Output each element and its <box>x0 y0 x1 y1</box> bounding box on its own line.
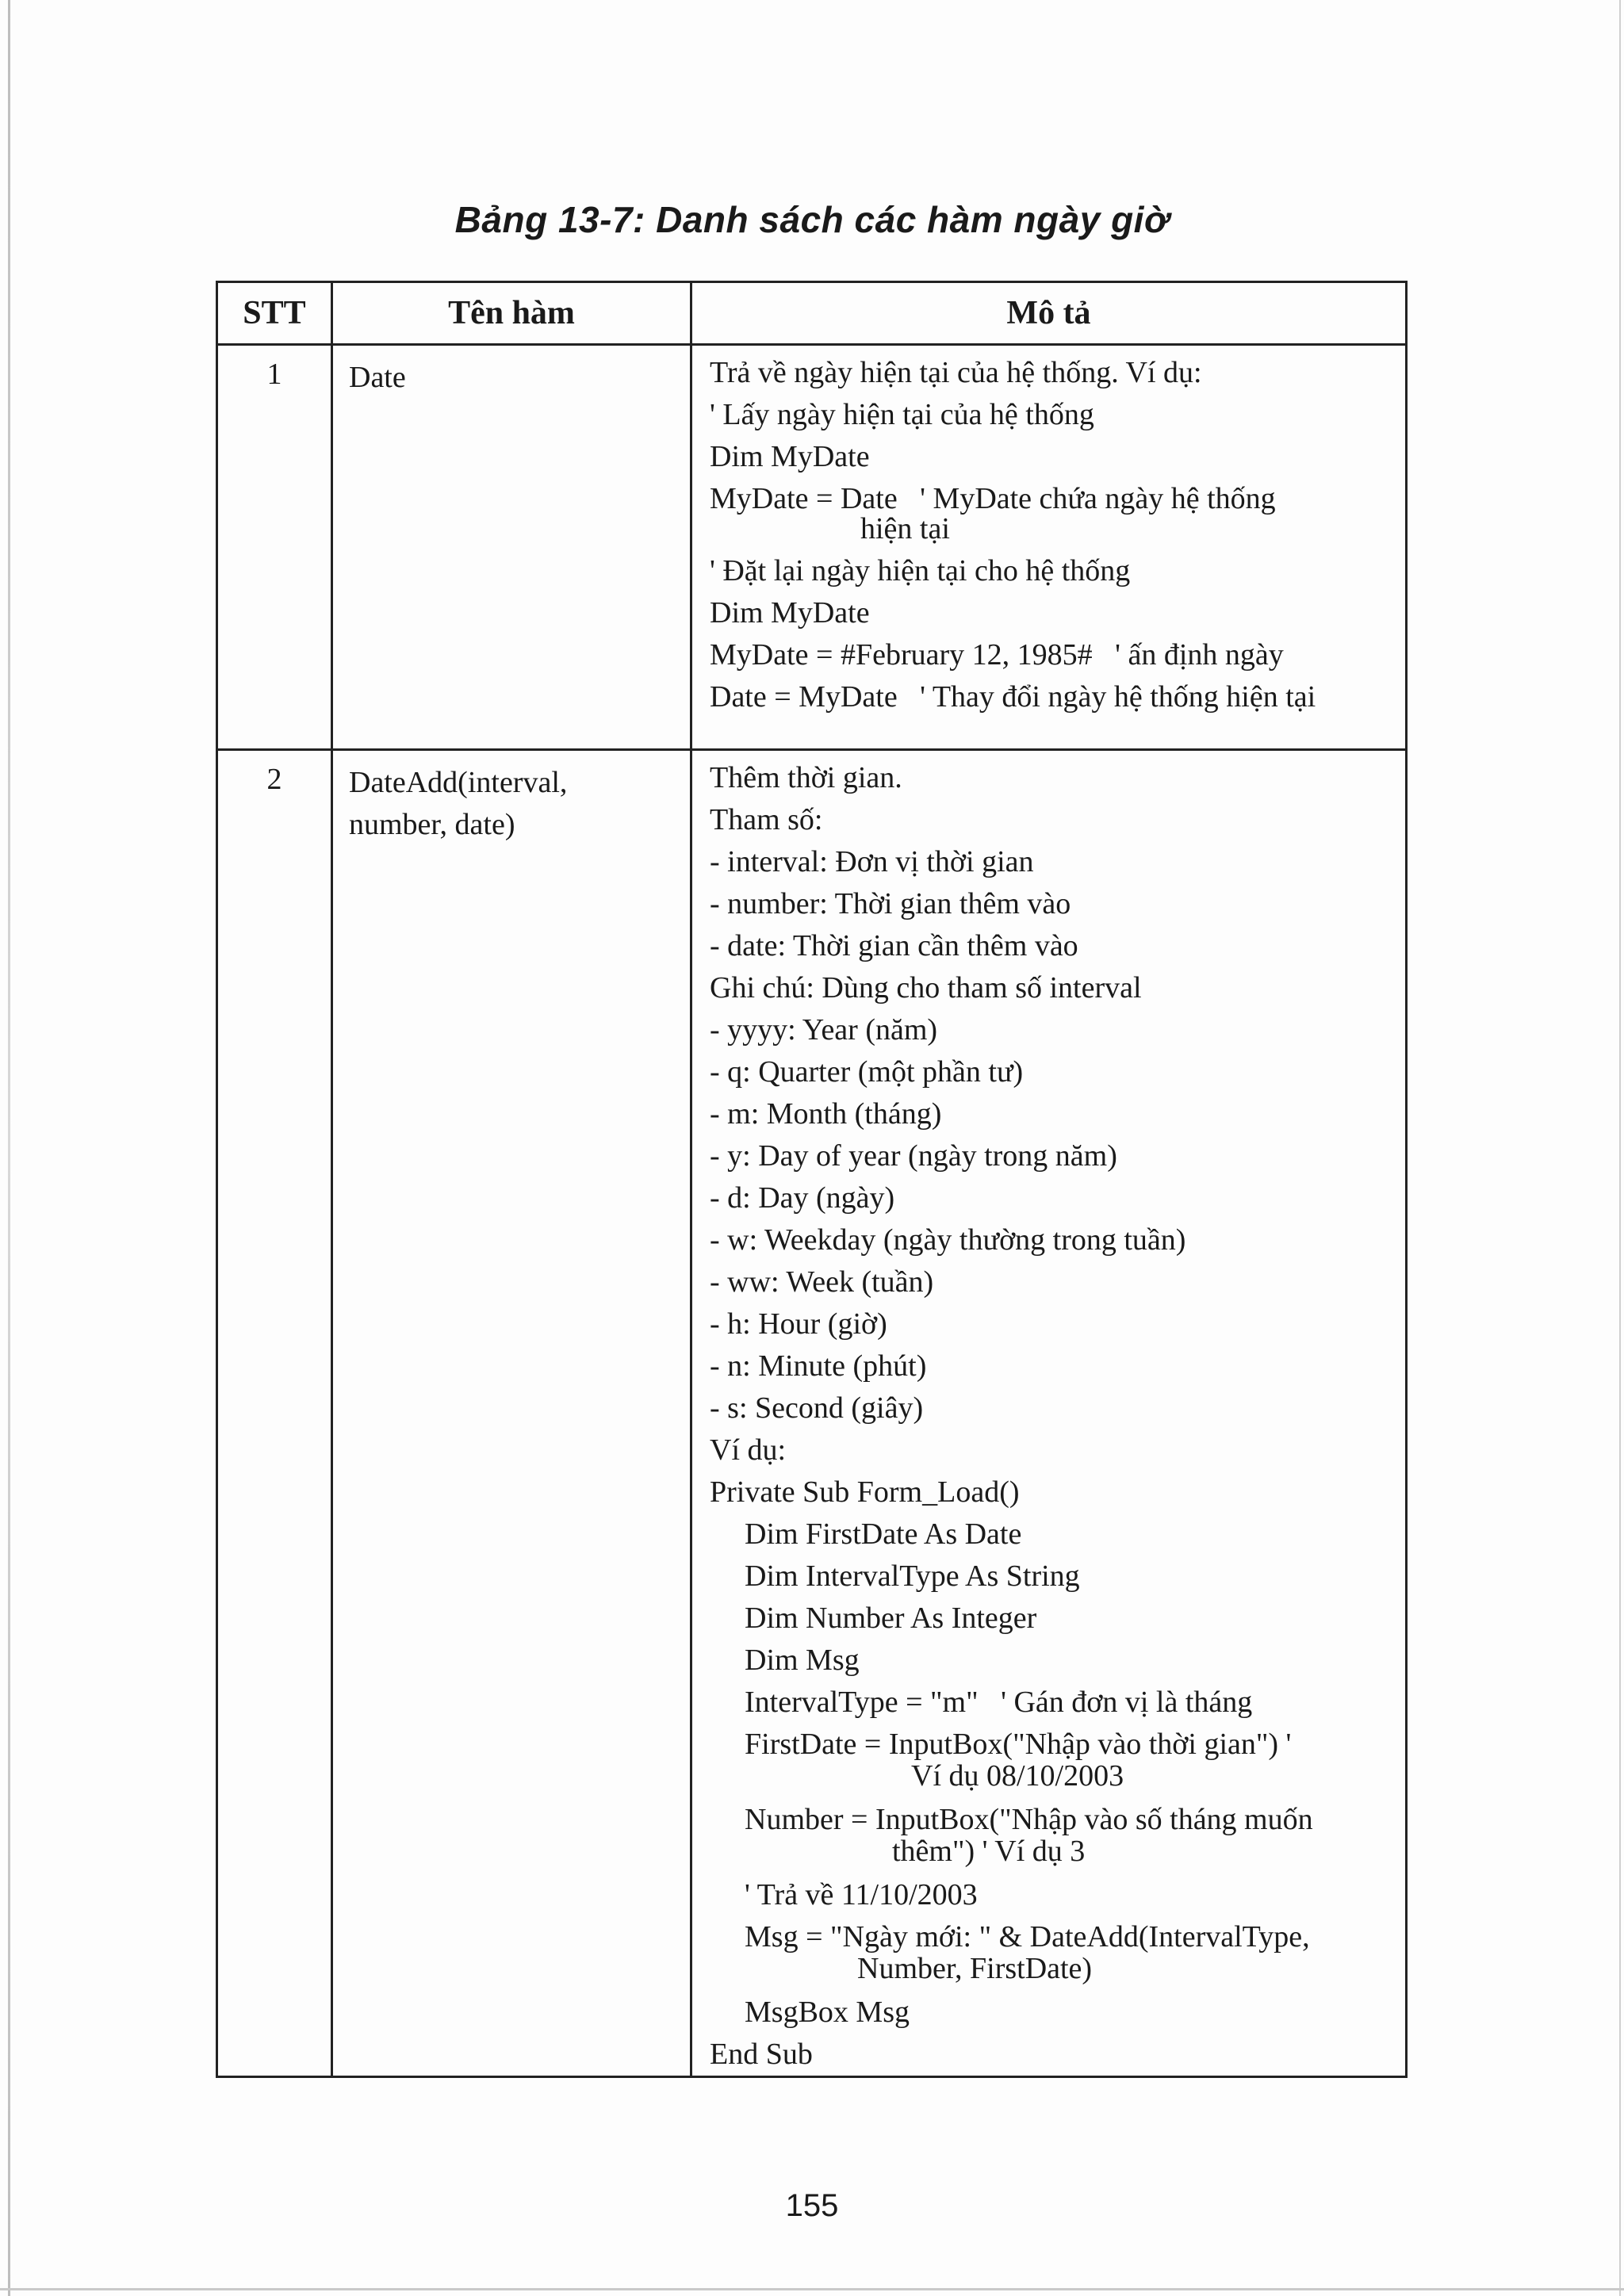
description-line: MyDate = Date ' MyDate chứa ngày hệ thống <box>710 482 1276 515</box>
description-line: Dim MyDate <box>710 596 870 629</box>
cell-description <box>691 345 1407 750</box>
description-line: - interval: Đơn vị thời gian <box>710 845 1034 878</box>
description-line: Ghi chú: Dùng cho tham số interval <box>710 971 1142 1004</box>
description-line: - h: Hour (giờ) <box>710 1307 887 1341</box>
header-description: Mô tả <box>691 282 1407 345</box>
description-line: thêm") ' Ví dụ 3 <box>892 1835 1086 1868</box>
description-line: Dim IntervalType As String <box>745 1559 1080 1593</box>
description-line: - date: Thời gian cần thêm vào <box>710 929 1078 962</box>
function-name-line: DateAdd(interval, <box>349 766 568 799</box>
page-edge-right <box>1619 0 1621 2296</box>
description-line: - ww: Week (tuần) <box>710 1265 934 1299</box>
description-line: - number: Thời gian thêm vào <box>710 887 1071 920</box>
page-edge-left <box>8 0 10 2296</box>
description-line: ' Lấy ngày hiện tại của hệ thống <box>710 398 1094 431</box>
description-line: - yyyy: Year (năm) <box>710 1013 938 1047</box>
table-row <box>217 750 1407 2077</box>
function-name-line: number, date) <box>349 808 515 841</box>
description-line: Private Sub Form_Load() <box>710 1475 1020 1509</box>
table-caption: Bảng 13-7: Danh sách các hàm ngày giờ <box>454 199 1170 240</box>
description-line: - d: Day (ngày) <box>710 1181 895 1215</box>
description-line: Trả về ngày hiện tại của hệ thống. Ví dụ: <box>710 356 1202 389</box>
page-edge-bottom <box>0 2288 1624 2290</box>
description-line: - s: Second (giây) <box>710 1391 924 1425</box>
header-stt: STT <box>217 282 332 345</box>
description-line: Thêm thời gian. <box>710 761 902 794</box>
description-line: IntervalType = "m" ' Gán đơn vị là tháng <box>745 1686 1253 1719</box>
description-line: - m: Month (tháng) <box>710 1097 942 1131</box>
description-line: Dim Msg <box>745 1644 860 1677</box>
description-line: - n: Minute (phút) <box>710 1349 927 1383</box>
description-line: Ví dụ: <box>710 1433 787 1467</box>
description-line: Date = MyDate ' Thay đổi ngày hệ thống hiện tại <box>710 680 1316 714</box>
table-header-row <box>217 282 1407 345</box>
description-line: End Sub <box>710 2038 813 2071</box>
table-row <box>217 345 1407 750</box>
description-line: Dim FirstDate As Date <box>745 1517 1022 1551</box>
description-line: - y: Day of year (ngày trong năm) <box>710 1139 1117 1173</box>
cell-function-name <box>332 345 691 750</box>
description-line: Ví dụ 08/10/2003 <box>911 1759 1124 1793</box>
description-line: MsgBox Msg <box>745 1996 910 2029</box>
cell-description <box>691 750 1407 2077</box>
description-line: Msg = "Ngày mới: " & DateAdd(IntervalType, <box>745 1920 1310 1954</box>
description-line: Number, FirstDate) <box>857 1952 1093 1985</box>
description-line: hiện tại <box>860 512 950 545</box>
description-line: - w: Weekday (ngày thường trong tuần) <box>710 1223 1186 1257</box>
description-line: Number = InputBox("Nhập vào số tháng muốn <box>745 1803 1313 1836</box>
description-line: ' Trả về 11/10/2003 <box>745 1878 978 1911</box>
cell-stt: 1 <box>217 345 332 750</box>
description-line: MyDate = #February 12, 1985# ' ấn định ngày <box>710 638 1284 672</box>
description-line: Dim Number As Integer <box>745 1601 1037 1635</box>
description-line: ' Đặt lại ngày hiện tại cho hệ thống <box>710 554 1131 587</box>
description-line: - q: Quarter (một phần tư) <box>710 1055 1024 1089</box>
description-line: FirstDate = InputBox("Nhập vào thời gian") ' <box>745 1728 1292 1761</box>
description-line: Tham số: <box>710 803 823 836</box>
cell-stt: 2 <box>217 750 332 2077</box>
date-functions-table <box>216 281 1408 2078</box>
description-line: Dim MyDate <box>710 440 870 473</box>
page-number: 155 <box>785 2188 839 2223</box>
header-function-name: Tên hàm <box>332 282 691 345</box>
cell-function-name <box>332 750 691 2077</box>
function-name-line: Date <box>349 361 406 394</box>
